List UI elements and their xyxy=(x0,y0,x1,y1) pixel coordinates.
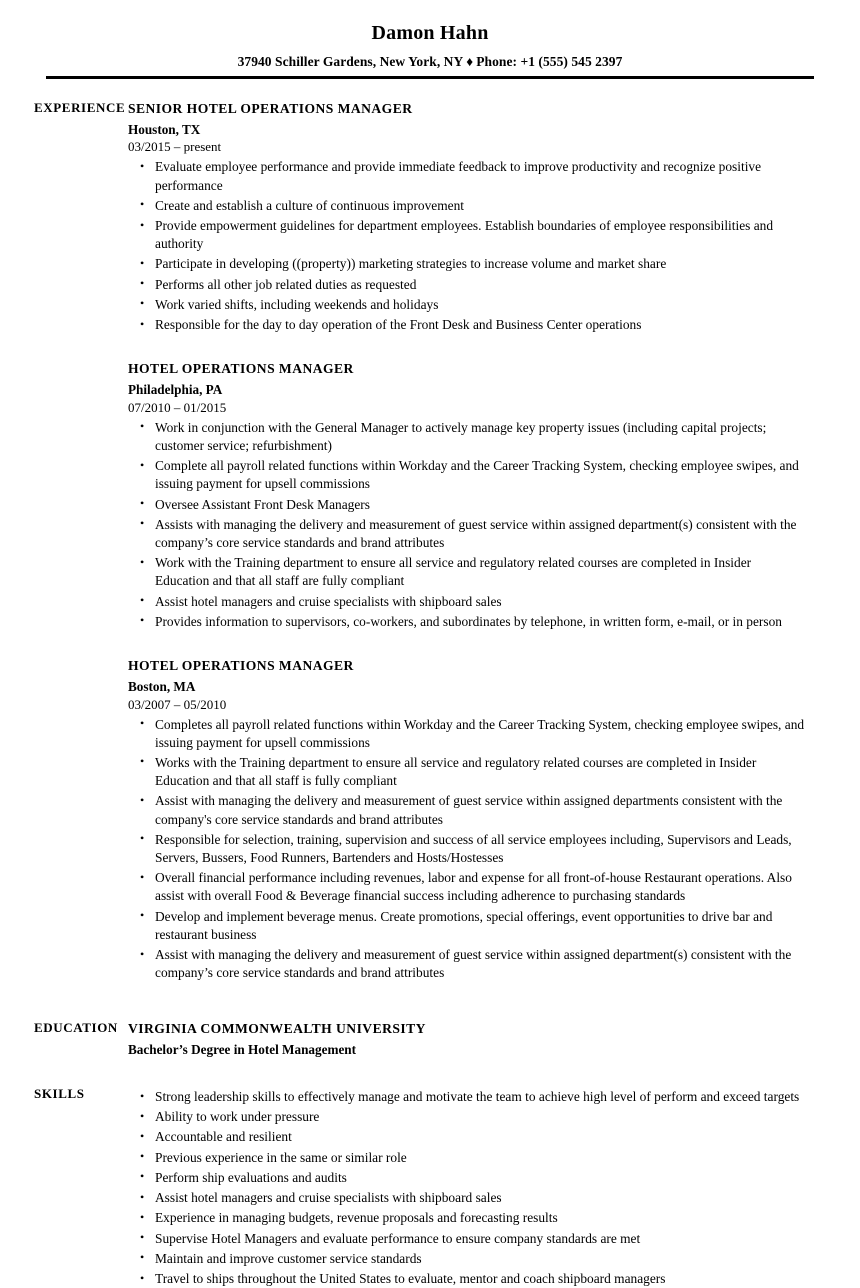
skills-section xyxy=(0,1086,860,1288)
list-item: • Assist hotel managers and cruise specialists with shipboard sales xyxy=(128,1189,808,1207)
education-entry xyxy=(128,1020,808,1059)
list-item: • Previous experience in the same or similar role xyxy=(128,1149,808,1167)
list-item: • Accountable and resilient xyxy=(128,1128,808,1146)
job-responsibility-list xyxy=(128,158,808,334)
skills-list xyxy=(128,1088,808,1288)
education-section xyxy=(0,1020,860,1059)
job-title: HOTEL OPERATIONS MANAGER xyxy=(128,658,354,674)
list-item: • Participate in developing ((property)) marketing strategies to increase volume and market share xyxy=(128,255,808,273)
list-item: • Responsible for the day to day operation of the Front Desk and Business Center operations xyxy=(128,316,808,334)
education-school: VIRGINIA COMMONWEALTH UNIVERSITY xyxy=(128,1020,426,1036)
candidate-phone: Phone: +1 (555) 545 2397 xyxy=(476,54,623,69)
list-item: • Assist hotel managers and cruise specialists with shipboard sales xyxy=(128,593,808,611)
list-item: • Supervise Hotel Managers and evaluate performance to ensure company standards are met xyxy=(128,1230,808,1248)
job-title: SENIOR HOTEL OPERATIONS MANAGER xyxy=(128,101,413,116)
list-item: • Develop and implement beverage menus. Create promotions, special offerings, event opportunities to drive bar and restaurant business xyxy=(128,908,808,944)
list-item: • Travel to ships throughout the United States to evaluate, mentor and coach shipboard managers xyxy=(128,1270,808,1288)
list-item: • Performs all other job related duties as requested xyxy=(128,276,808,294)
list-item: • Maintain and improve customer service standards xyxy=(128,1250,808,1268)
list-item: • Work in conjunction with the General Manager to actively manage key property issues (including capital projects; customer service; refurbishment) xyxy=(128,419,808,455)
resume-header xyxy=(0,0,860,79)
job-location: Philadelphia, PA xyxy=(128,382,223,398)
candidate-name: Damon Hahn xyxy=(371,22,489,44)
job-entry xyxy=(128,657,808,982)
job-location: Houston, TX xyxy=(128,121,201,137)
list-item: • Provides information to supervisors, co-workers, and subordinates by telephone, in written form, e-mail, or in person xyxy=(128,613,808,631)
skills-body xyxy=(128,1086,860,1288)
list-item: • Assist with managing the delivery and measurement of guest service within assigned departments consistent with the company's core service standards and brand attributes xyxy=(128,792,808,828)
header-divider xyxy=(46,76,814,79)
list-item: • Work varied shifts, including weekends and holidays xyxy=(128,296,808,314)
list-item: • Provide empowerment guidelines for department employees. Establish boundaries of employee responsibilities and authority xyxy=(128,217,808,253)
section-label-skills: SKILLS xyxy=(34,1086,85,1102)
education-body xyxy=(128,1020,860,1059)
job-entry xyxy=(128,360,808,631)
diamond-separator-icon: ♦ xyxy=(466,54,474,69)
list-item: • Evaluate employee performance and provide immediate feedback to improve productivity and recognize positive performance xyxy=(128,158,808,194)
job-dates: 03/2015 – present xyxy=(128,139,222,155)
job-dates: 07/2010 – 01/2015 xyxy=(128,399,227,415)
list-item: • Completes all payroll related functions within Workday and the Career Tracking System, checking employee swipes, and issuing payment for upsell commissions xyxy=(128,716,808,752)
education-degree: Bachelor’s Degree in Hotel Management xyxy=(128,1042,357,1058)
list-item: • Assist with managing the delivery and measurement of guest service within assigned department(s) consistent with the company’s core service standards and brand attributes xyxy=(128,946,808,982)
candidate-address: 37940 Schiller Gardens, New York, NY xyxy=(237,54,464,69)
experience-section xyxy=(0,100,860,983)
list-item: • Responsible for selection, training, supervision and success of all service employees including, Supervisors and Leads, Servers, Bussers, Food Runners, Bartenders and Hosts/Hostesses xyxy=(128,831,808,867)
list-item: • Works with the Training department to ensure all service and regulatory related courses are completed in Insider Education and that all staff is fully compliant xyxy=(128,754,808,790)
experience-body xyxy=(128,100,860,983)
list-item: • Oversee Assistant Front Desk Managers xyxy=(128,496,808,514)
section-label-education: EDUCATION xyxy=(34,1019,118,1035)
list-item: • Overall financial performance including revenues, labor and expense for all front-of-house Restaurant operations. Also assist with overall Food & Beverage financial success including adherence to purchasing standards xyxy=(128,869,808,905)
section-label-experience: EXPERIENCE xyxy=(34,100,126,115)
job-responsibility-list xyxy=(128,419,808,631)
job-location: Boston, MA xyxy=(128,678,196,694)
list-item: • Ability to work under pressure xyxy=(128,1108,808,1126)
list-item: • Complete all payroll related functions within Workday and the Career Tracking System, checking employee swipes, and issuing payment for upsell commissions xyxy=(128,457,808,493)
list-item: • Work with the Training department to ensure all service and regulatory related courses are completed in Insider Education and that all staff are fully compliant xyxy=(128,554,808,590)
list-item: • Experience in managing budgets, revenue proposals and forecasting results xyxy=(128,1209,808,1227)
list-item: • Strong leadership skills to effectively manage and motivate the team to achieve high level of perform and exceed targets xyxy=(128,1088,808,1106)
job-responsibility-list xyxy=(128,716,808,983)
list-item: • Perform ship evaluations and audits xyxy=(128,1169,808,1187)
candidate-contact-line xyxy=(0,54,860,70)
list-item: • Assists with managing the delivery and measurement of guest service within assigned department(s) consistent with the company’s core service standards and brand attributes xyxy=(128,516,808,552)
job-entry xyxy=(128,100,808,334)
job-title: HOTEL OPERATIONS MANAGER xyxy=(128,361,354,377)
job-dates: 03/2007 – 05/2010 xyxy=(128,696,227,712)
list-item: • Create and establish a culture of continuous improvement xyxy=(128,197,808,215)
